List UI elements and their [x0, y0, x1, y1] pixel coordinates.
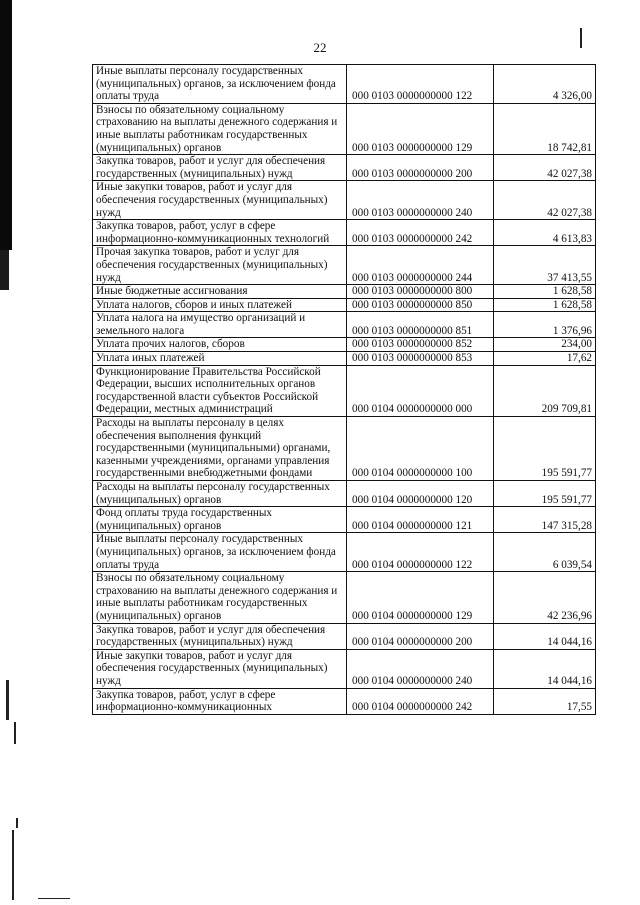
row-name-cell: Закупка товаров, работ и услуг для обеспечения государственных (муниципальных) нужд — [93, 623, 347, 649]
row-amount-cell: 1 628,58 — [494, 285, 596, 299]
row-name-cell: Уплата иных платежей — [93, 352, 347, 366]
budget-table — [92, 64, 596, 715]
row-code-cell: 000 0104 0000000000 242 — [347, 688, 494, 714]
row-name-cell: Расходы на выплаты персоналу в целях обеспечения выполнения функций государственными (муниципальными) органами, казенными учреждениями, органами управления государственными внебюджетными фондами — [93, 417, 347, 481]
row-amount-cell: 147 315,28 — [494, 507, 596, 533]
row-name-cell: Взносы по обязательному социальному страхованию на выплаты денежного содержания и иные выплаты работникам государственных (муниципальных) органов — [93, 103, 347, 154]
row-amount-cell: 1 628,58 — [494, 298, 596, 312]
scan-mark — [38, 898, 70, 899]
table-row — [93, 352, 596, 366]
table-row — [93, 312, 596, 338]
row-code-cell: 000 0104 0000000000 240 — [347, 649, 494, 688]
scan-edge-shadow-lower — [0, 250, 9, 290]
row-code-cell: 000 0103 0000000000 800 — [347, 285, 494, 299]
table-row — [93, 507, 596, 533]
row-amount-cell: 18 742,81 — [494, 103, 596, 154]
row-amount-cell: 195 591,77 — [494, 417, 596, 481]
row-name-cell: Закупка товаров, работ и услуг для обеспечения государственных (муниципальных) нужд — [93, 155, 347, 181]
scan-mark — [14, 722, 16, 744]
scan-edge-shadow — [0, 0, 12, 250]
row-name-cell: Иные бюджетные ассигнования — [93, 285, 347, 299]
row-name-cell: Иные закупки товаров, работ и услуг для обеспечения государственных (муниципальных) нужд — [93, 181, 347, 220]
table-row — [93, 246, 596, 285]
row-name-cell: Функционирование Правительства Российской Федерации, высших исполнительных органов государственной власти субъектов Российской Федерации, местных администраций — [93, 365, 347, 416]
row-amount-cell: 6 039,54 — [494, 533, 596, 572]
budget-table-body — [93, 65, 596, 715]
row-code-cell: 000 0104 0000000000 200 — [347, 623, 494, 649]
row-amount-cell: 42 027,38 — [494, 181, 596, 220]
table-row — [93, 181, 596, 220]
row-name-cell: Закупка товаров, работ, услуг в сфере информационно-коммуникационных — [93, 688, 347, 714]
row-code-cell: 000 0103 0000000000 200 — [347, 155, 494, 181]
row-name-cell: Расходы на выплаты персоналу государственных (муниципальных) органов — [93, 481, 347, 507]
scan-mark — [12, 830, 14, 900]
table-row — [93, 338, 596, 352]
row-amount-cell: 4 326,00 — [494, 65, 596, 104]
row-amount-cell: 14 044,16 — [494, 649, 596, 688]
row-name-cell: Иные выплаты персоналу государственных (муниципальных) органов, за исключением фонда оплаты труда — [93, 65, 347, 104]
row-code-cell: 000 0104 0000000000 129 — [347, 572, 494, 623]
row-code-cell: 000 0104 0000000000 120 — [347, 481, 494, 507]
row-code-cell: 000 0103 0000000000 850 — [347, 298, 494, 312]
row-name-cell: Уплата налогов, сборов и иных платежей — [93, 298, 347, 312]
row-name-cell: Прочая закупка товаров, работ и услуг для обеспечения государственных (муниципальных) нужд — [93, 246, 347, 285]
row-name-cell: Уплата налога на имущество организаций и земельного налога — [93, 312, 347, 338]
row-code-cell: 000 0103 0000000000 852 — [347, 338, 494, 352]
row-code-cell: 000 0104 0000000000 121 — [347, 507, 494, 533]
scan-mark — [16, 818, 18, 828]
table-row — [93, 103, 596, 154]
table-row — [93, 220, 596, 246]
row-amount-cell: 42 027,38 — [494, 155, 596, 181]
row-code-cell: 000 0103 0000000000 129 — [347, 103, 494, 154]
table-row — [93, 688, 596, 714]
row-amount-cell: 234,00 — [494, 338, 596, 352]
page-number: 22 — [313, 40, 327, 55]
row-code-cell: 000 0103 0000000000 240 — [347, 181, 494, 220]
row-amount-cell: 17,62 — [494, 352, 596, 366]
table-row — [93, 298, 596, 312]
row-amount-cell: 1 376,96 — [494, 312, 596, 338]
row-amount-cell: 209 709,81 — [494, 365, 596, 416]
table-row — [93, 481, 596, 507]
table-row — [93, 285, 596, 299]
row-name-cell: Уплата прочих налогов, сборов — [93, 338, 347, 352]
row-name-cell: Закупка товаров, работ, услуг в сфере информационно-коммуникационных технологий — [93, 220, 347, 246]
row-code-cell: 000 0103 0000000000 244 — [347, 246, 494, 285]
row-code-cell: 000 0104 0000000000 100 — [347, 417, 494, 481]
table-row — [93, 155, 596, 181]
table-row — [93, 417, 596, 481]
row-name-cell: Фонд оплаты труда государственных (муниципальных) органов — [93, 507, 347, 533]
row-name-cell: Взносы по обязательному социальному страхованию на выплаты денежного содержания и иные выплаты работникам государственных (муниципальных) органов — [93, 572, 347, 623]
table-row — [93, 649, 596, 688]
row-code-cell: 000 0104 0000000000 122 — [347, 533, 494, 572]
row-amount-cell: 195 591,77 — [494, 481, 596, 507]
row-amount-cell: 17,55 — [494, 688, 596, 714]
row-amount-cell: 4 613,83 — [494, 220, 596, 246]
row-amount-cell: 37 413,55 — [494, 246, 596, 285]
row-amount-cell: 42 236,96 — [494, 572, 596, 623]
row-code-cell: 000 0103 0000000000 242 — [347, 220, 494, 246]
row-code-cell: 000 0103 0000000000 851 — [347, 312, 494, 338]
row-code-cell: 000 0103 0000000000 853 — [347, 352, 494, 366]
scan-mark — [6, 680, 9, 720]
row-amount-cell: 14 044,16 — [494, 623, 596, 649]
row-code-cell: 000 0104 0000000000 000 — [347, 365, 494, 416]
table-row — [93, 572, 596, 623]
table-row — [93, 365, 596, 416]
row-code-cell: 000 0103 0000000000 122 — [347, 65, 494, 104]
row-name-cell: Иные закупки товаров, работ и услуг для обеспечения государственных (муниципальных) нужд — [93, 649, 347, 688]
table-row — [93, 623, 596, 649]
row-name-cell: Иные выплаты персоналу государственных (муниципальных) органов, за исключением фонда оплаты труда — [93, 533, 347, 572]
table-row — [93, 65, 596, 104]
table-row — [93, 533, 596, 572]
